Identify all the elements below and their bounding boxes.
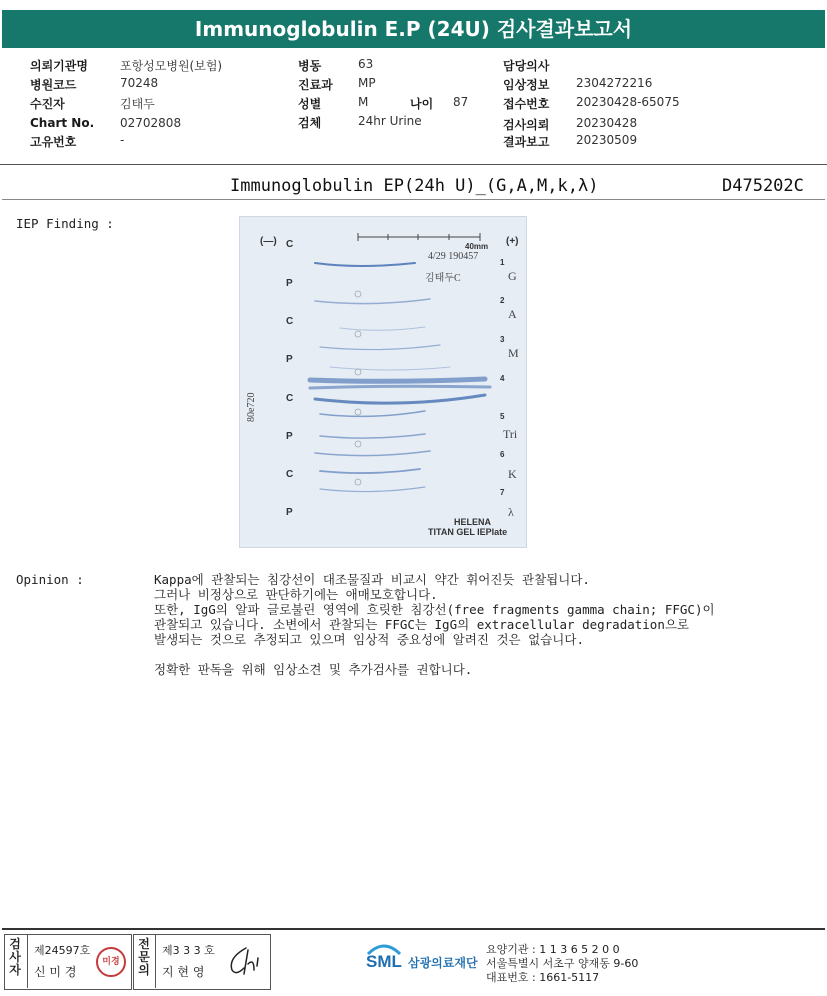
iep-gel-image	[239, 216, 527, 548]
specialist-license-no: 제3 3 3 호	[162, 944, 215, 957]
org-phone: 대표번호 : 1661-5117	[486, 971, 600, 984]
opinion-line-5: 발생되는 것으로 추정되고 있으며 임상적 중요성에 알려진 것은 없습니다.	[154, 632, 584, 647]
gel-antiserum-7-name: λ	[508, 505, 514, 519]
opinion-line-4: 관찰되고 있습니다. 소변에서 관찰되는 FFGC는 IgG의 extracellular degradation으로	[154, 617, 690, 632]
hdr-row-sex: 성별 M 나이 87	[298, 95, 469, 111]
gel-precipitin-bands	[240, 217, 526, 547]
gel-brand-titan: TITAN GEL IEPlate	[428, 527, 508, 537]
hdr-row-request-date: 검사의뢰 20230428	[503, 116, 638, 132]
specialist-name: 지 현 영	[162, 965, 205, 979]
hdr-row-specimen: 검체 24hr Urine	[298, 114, 422, 130]
hdr-row-patient: 수진자 김태두	[30, 97, 155, 111]
gel-plus-label: (+)	[506, 236, 519, 247]
gel-antiserum-5-num: 5	[500, 412, 505, 421]
hdr-row-receipt-no: 접수번호 20230428-65075	[503, 95, 680, 111]
gel-lane-4: P	[286, 354, 293, 365]
gel-antiserum-2-num: 2	[500, 296, 505, 305]
gel-minus-label: (—)	[260, 236, 277, 247]
opinion-label: Opinion :	[16, 572, 84, 587]
specialist-divider	[155, 934, 156, 988]
hdr-age-value: 87	[453, 95, 469, 109]
hdr-row-unique-no: 고유번호 -	[30, 133, 125, 149]
gel-lane-7: C	[286, 469, 294, 480]
opinion-line-1: Kappa에 관찰되는 침강선이 대조물질과 비교시 약간 휘어진듯 관찰됩니다.	[154, 572, 590, 587]
inspector-vertical-label: 검 사 자	[9, 937, 21, 977]
inspector-seal: 미경	[96, 947, 126, 977]
gel-sample-name: 김태두C	[425, 273, 461, 284]
gel-antiserum-3-num: 3	[500, 335, 505, 344]
hdr-age-label: 나이	[410, 97, 434, 111]
gel-lane-5: C	[286, 393, 294, 404]
gel-antiserum-4-num: 4	[500, 374, 505, 383]
opinion-text	[154, 572, 804, 677]
org-address: 서울특별시 서초구 양재동 9-60	[486, 957, 639, 970]
gel-antiserum-3-name: M	[508, 346, 519, 360]
gel-lane-2: P	[286, 278, 293, 289]
org-name: 삼광의료재단	[408, 956, 478, 970]
hdr-row-ward: 병동 63	[298, 57, 374, 73]
gel-antiserum-5-name: Tri	[503, 427, 518, 441]
hdr-row-institution: 의뢰기관명 포항성모병원(보험)	[30, 59, 223, 73]
opinion-line-2: 그러나 비정상으로 판단하기에는 애매모호합니다.	[154, 587, 438, 602]
hdr-row-report-date: 결과보고 20230509	[503, 133, 638, 149]
opinion-line-6: 정확한 판독을 위해 임상소견 및 추가검사를 권합니다.	[154, 662, 473, 677]
hdr-row-department: 진료과 MP	[298, 76, 376, 92]
gel-antiserum-1-num: 1	[500, 258, 505, 267]
gel-antiserum-7-num: 7	[500, 488, 505, 497]
inspector-license-no: 제24597호	[34, 944, 91, 957]
inspector-divider	[27, 934, 28, 988]
gel-lane-1: C	[286, 239, 294, 250]
gel-lane-8: P	[286, 507, 293, 518]
specialist-vertical-label: 전 문 의	[138, 937, 150, 977]
gel-side-code: 80e720	[246, 392, 257, 422]
gel-lane-6: P	[286, 431, 293, 442]
inspector-name: 신 미 경	[34, 965, 77, 979]
hdr-row-clinical-info: 임상정보 2304272216	[503, 76, 653, 92]
test-name: Immunoglobulin EP(24h U)_(G,A,M,k,λ)	[230, 176, 599, 196]
org-code: 요양기관 : 1 1 3 6 5 2 0 0	[486, 943, 620, 956]
specialist-signature	[224, 944, 264, 978]
iep-finding-label: IEP Finding :	[16, 216, 114, 231]
gel-antiserum-2-name: A	[508, 307, 517, 321]
gel-sample-id: 4/29 190457	[428, 251, 479, 262]
sml-logo: SML	[364, 940, 404, 980]
test-code: D475202C	[722, 176, 804, 196]
test-divider	[2, 199, 825, 200]
hdr-row-chart-no: Chart No. 02702808	[30, 116, 182, 130]
gel-antiserum-6-name: K	[508, 467, 517, 481]
gel-brand-helena: HELENA	[454, 517, 492, 527]
gel-antiserum-6-num: 6	[500, 450, 505, 459]
report-title: Immunoglobulin E.P (24U) 검사결과보고서	[2, 10, 825, 48]
gel-lane-3: C	[286, 316, 294, 327]
gel-antiserum-1-name: G	[508, 269, 517, 283]
hdr-row-doctor: 담당의사	[503, 59, 550, 73]
hdr-row-hospital-code: 병원코드 70248	[30, 76, 159, 92]
header-divider	[0, 164, 827, 165]
gel-scale-label: 40mm	[465, 242, 489, 251]
opinion-line-3: 또한, IgG의 알파 글로불린 영역에 흐릿한 침강선(free fragments gamma chain; FFGC)이	[154, 602, 715, 617]
